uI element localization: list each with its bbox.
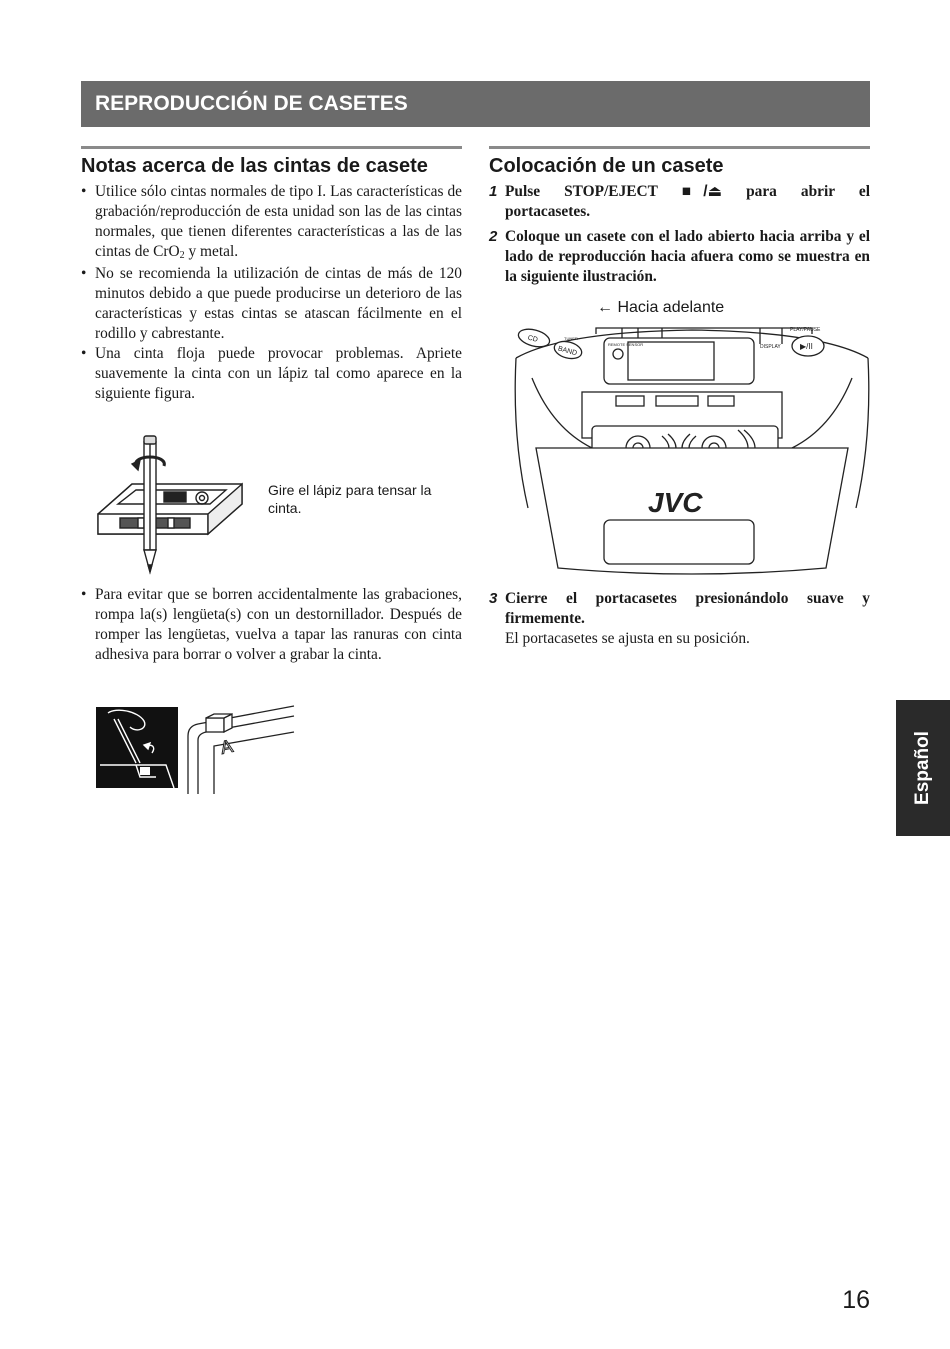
remote-sensor-label: REMOTE SENSOR <box>608 342 644 347</box>
section-title: REPRODUCCIÓN DE CASETES <box>81 81 870 127</box>
step-3: 3 Cierre el portacasetes presionándolo suave y firmemente. El portacasetes se ajusta en su posición. <box>489 590 870 647</box>
page-number: 16 <box>842 1286 870 1314</box>
step-2: 2 Coloque un casete con el lado abierto hacia arriba y el lado de reproducción hacia afuera como se muestra en la siguiente ilustración. <box>489 228 870 285</box>
erase-protection-list <box>81 585 462 665</box>
play-pause-label: PLAY/PAUSE <box>790 327 821 333</box>
left-column-lower <box>81 585 462 665</box>
pencil-cassette-illustration <box>92 432 262 580</box>
tuner-label: TUNER <box>564 336 578 341</box>
heading-rule <box>81 146 462 149</box>
tab-slot-diagram <box>186 702 296 794</box>
heading-rule <box>489 146 870 149</box>
forward-direction-label: ← Hacia adelante <box>597 299 725 316</box>
band-button-label: BAND <box>557 345 578 358</box>
cd-button-label: CD <box>526 334 539 344</box>
insert-steps <box>489 182 870 287</box>
list-item: • Utilice sólo cintas normales de tipo I. Las características de grabación/reproducción de esta unidad son las de las cintas normales, que tienen diferentes características a las de las cintas de CrO$_2$ y metal. <box>81 182 462 264</box>
pencil-caption: Gire el lápiz para tensar la cinta. <box>268 482 432 516</box>
left-column <box>81 146 462 404</box>
tab-break-photo <box>96 707 178 788</box>
language-tab: Español <box>896 700 950 836</box>
list-item: • Para evitar que se borren accidentalmente las grabaciones, rompa la(s) lengüeta(s) con un destornillador. Después de romper las lengüetas, vuelva a tapar las ranuras con cinta adhesiva para borrar o volver a grabar la cinta. <box>81 585 462 665</box>
right-column <box>489 146 870 287</box>
list-item: • Una cinta floja puede provocar problemas. Apriete suavemente la cinta con un lápiz tal como aparece en la siguiente figura. <box>81 344 462 404</box>
tab-label-a: A <box>218 735 235 758</box>
display-label: DISPLAY <box>760 344 781 350</box>
heading-tape-notes: Notas acerca de las cintas de casete <box>81 155 428 177</box>
heading-insert-cassette: Colocación de un casete <box>489 155 724 177</box>
right-column-lower <box>489 589 870 649</box>
tape-notes-list <box>81 182 462 404</box>
stop-eject-symbol: ■/⏏ <box>681 183 723 200</box>
list-item: • No se recomienda la utilización de cintas de más de 120 minutos debido a que puede producirse un deterioro de las características y estas cintas se atascan fácilmente en el rodillo y cabrestante. <box>81 264 462 344</box>
boombox-illustration <box>512 318 872 580</box>
jvc-logo: JVC <box>648 487 703 518</box>
close-steps <box>489 589 870 649</box>
step-1: 1 Pulse STOP/EJECT ■/⏏ para abrir el portacasetes. <box>489 183 870 220</box>
play-pause-symbol: ▶/II <box>800 342 813 351</box>
